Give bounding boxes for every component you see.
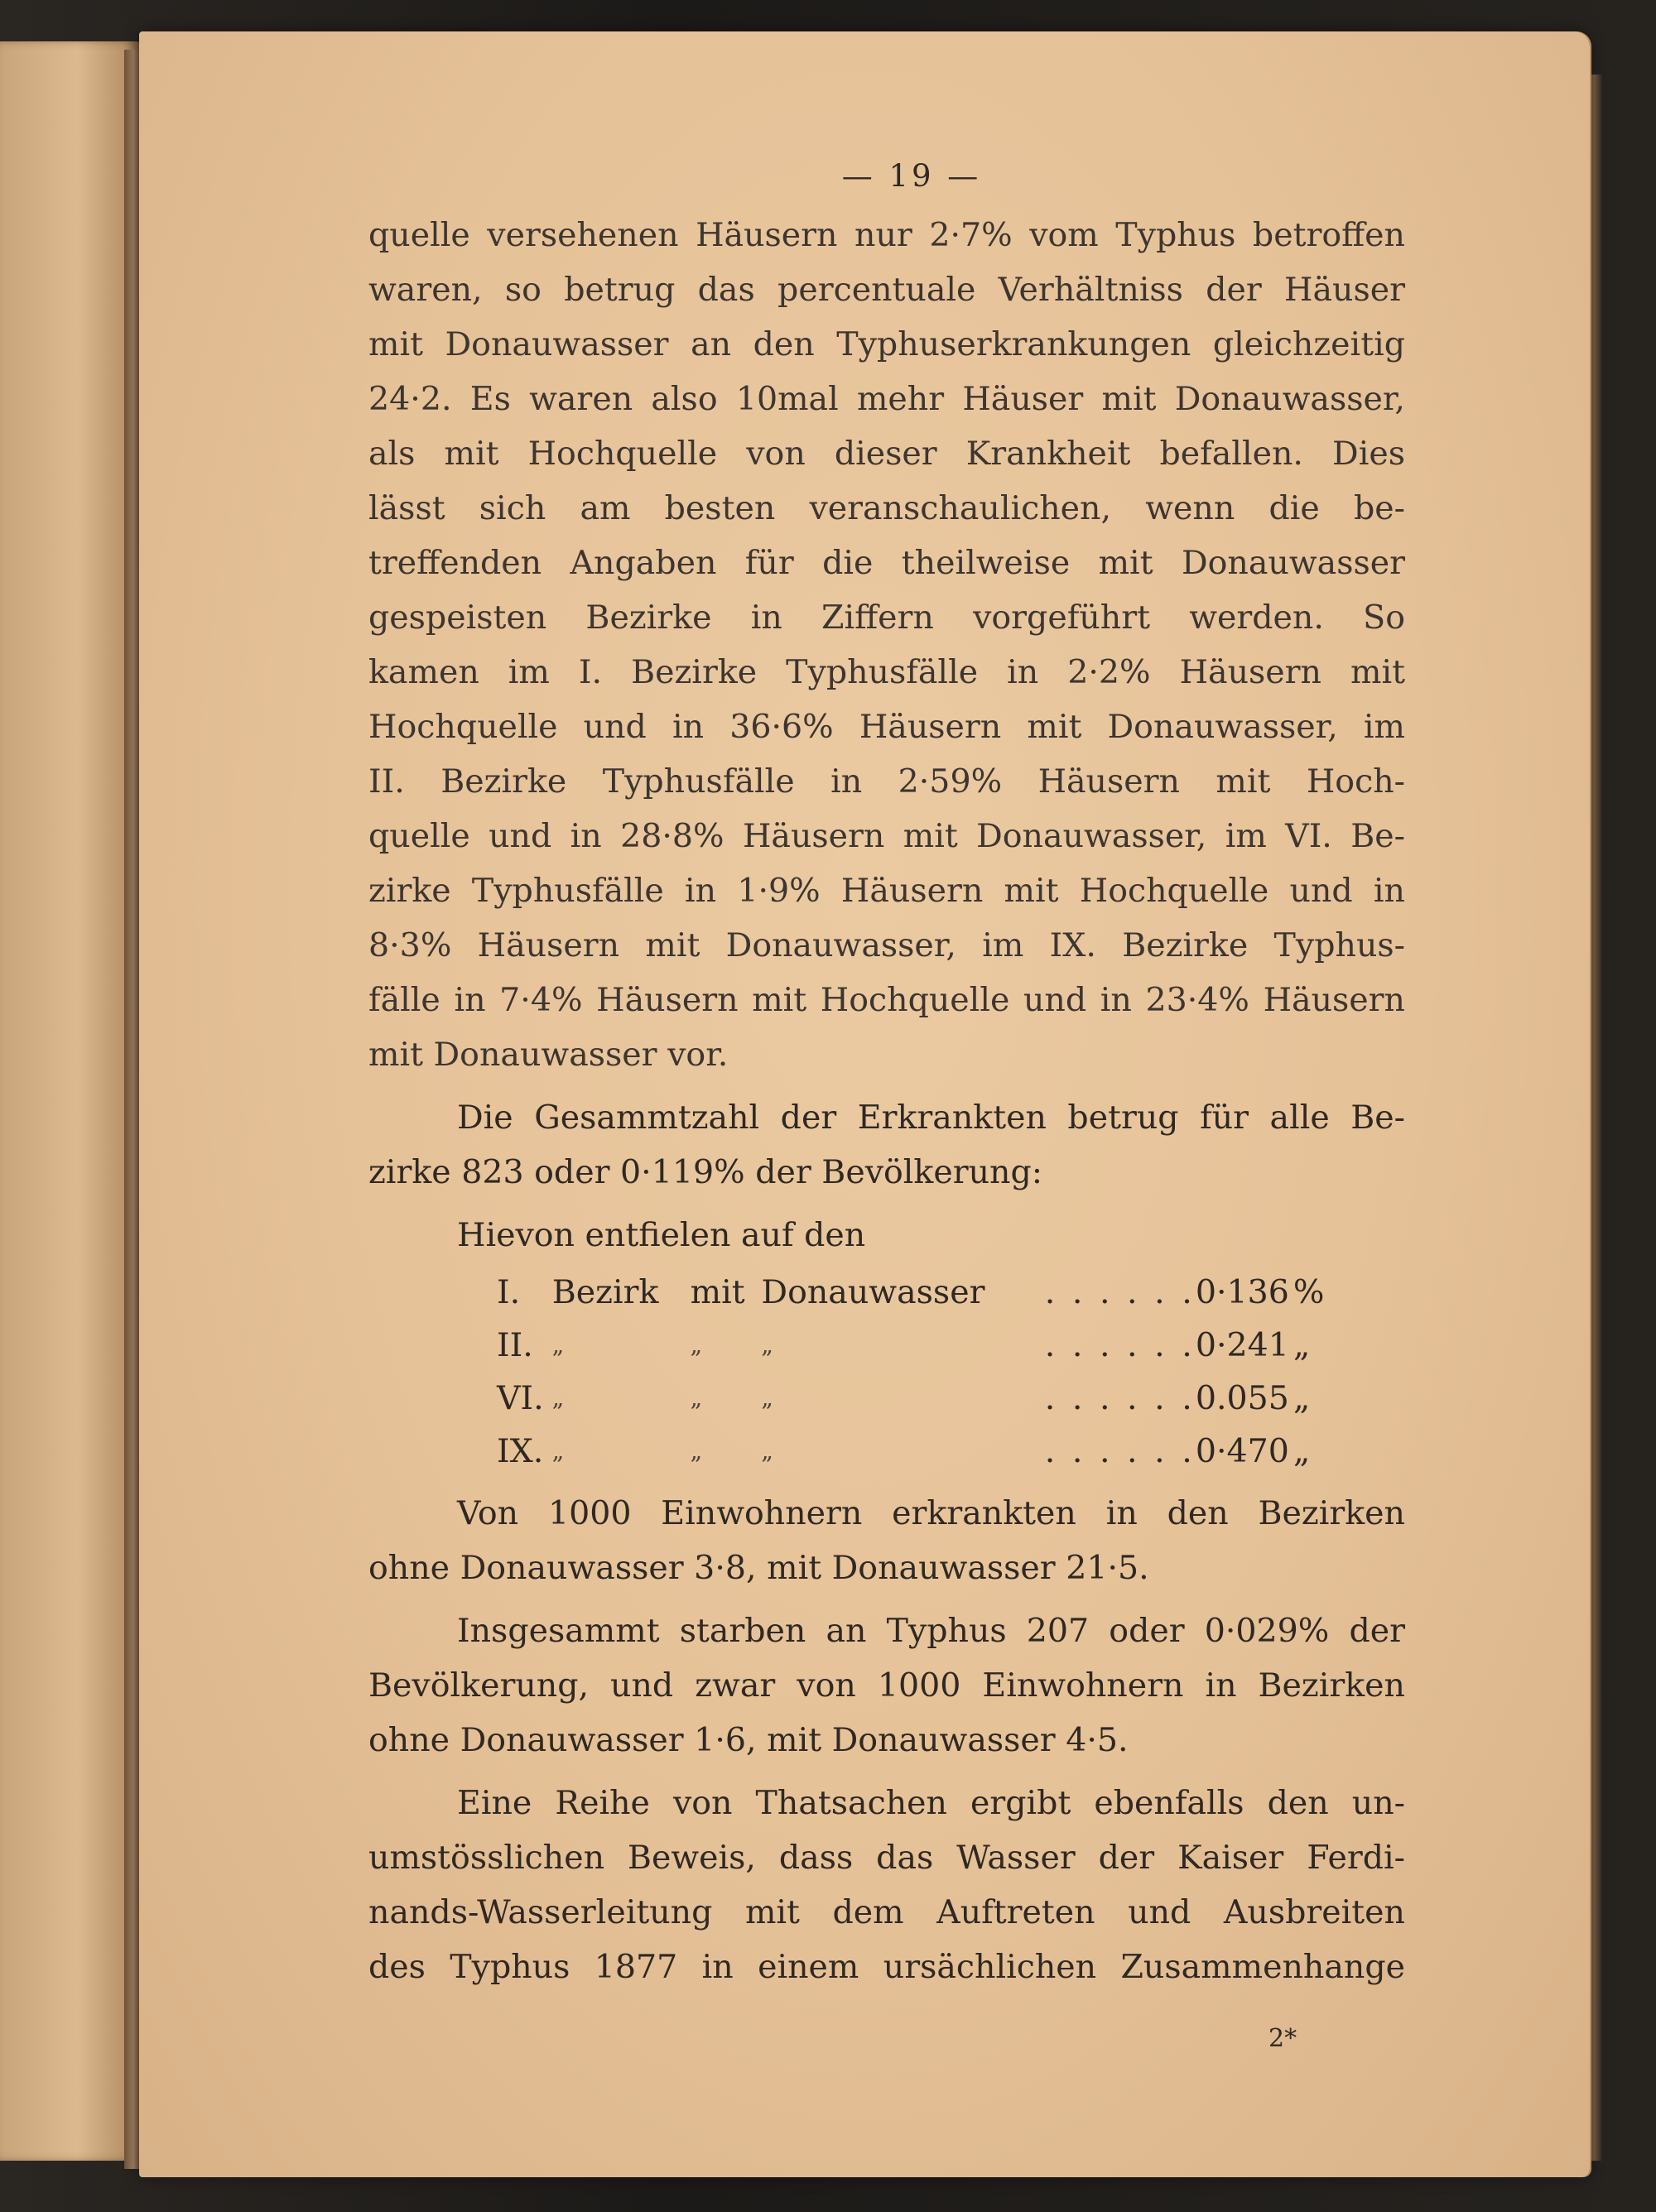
- paragraph-2: [368, 1090, 1405, 1200]
- text-line: Bevölkerung, und zwar von 1000 Einwohnern in Bezirken: [368, 1666, 1405, 1705]
- text-line: gespeisten Bezirke in Ziffern vorgeführt werden. So: [368, 599, 1405, 637]
- text-line: umstösslichen Beweis, dass das Wasser der Kaiser Ferdi-: [368, 1839, 1405, 1877]
- text-line: quelle versehenen Häusern nur 2·7% vom Typhus betroffen: [368, 216, 1405, 254]
- table-row: [497, 1319, 1325, 1372]
- leader-dots: . . . . . .: [1044, 1379, 1196, 1417]
- text-line: fälle in 7·4% Häusern mit Hochquelle und in 23·4% Häusern: [368, 981, 1405, 1019]
- ditto-mark: „: [761, 1331, 773, 1358]
- row-label: VI.: [497, 1379, 544, 1417]
- table-row: [497, 1425, 1325, 1478]
- ditto-mark: „: [690, 1384, 703, 1411]
- row-label: II.: [497, 1326, 533, 1364]
- text-line: ohne Donauwasser 1·6, mit Donauwasser 4·5.: [368, 1721, 1129, 1759]
- row-unit: „: [1293, 1326, 1311, 1364]
- row-value: 0·241: [1195, 1326, 1289, 1364]
- text-line: mit Donauwasser an den Typhuserkrankungen gleichzeitig: [368, 325, 1405, 363]
- row-value: 0·470: [1195, 1432, 1289, 1470]
- text-line: treffenden Angaben für die theilweise mit Donauwasser: [368, 544, 1405, 582]
- paragraph-3: [368, 1208, 1405, 1262]
- district-table: [497, 1266, 1325, 1478]
- text-line: 24·2. Es waren also 10mal mehr Häuser mit Donauwasser,: [368, 380, 1405, 418]
- paragraph-4: [368, 1486, 1405, 1595]
- ditto-mark: „: [690, 1331, 703, 1358]
- text-line: als mit Hochquelle von dieser Krankheit befallen. Dies: [368, 435, 1405, 473]
- paragraph-6: [368, 1776, 1405, 1994]
- text-line: nands-Wasserleitung mit dem Auftreten und Ausbreiten: [368, 1893, 1405, 1931]
- ditto-mark: „: [761, 1384, 773, 1411]
- table-row: [497, 1266, 1325, 1319]
- leader-dots: . . . . . .: [1044, 1273, 1196, 1311]
- page-number: — 19 —: [841, 158, 982, 194]
- paragraph-1: [368, 208, 1405, 1082]
- paragraph-5: [368, 1604, 1405, 1767]
- text-line: ohne Donauwasser 3·8, mit Donauwasser 21·5.: [368, 1549, 1149, 1587]
- text-line: Hochquelle und in 36·6% Häusern mit Donauwasser, im: [368, 708, 1405, 746]
- row-value: 0.055: [1195, 1379, 1289, 1417]
- text-line: Insgesammt starben an Typhus 207 oder 0·029% der: [457, 1612, 1405, 1650]
- text-line: kamen im I. Bezirke Typhusfälle in 2·2% Häusern mit: [368, 653, 1405, 691]
- text-line: quelle und in 28·8% Häusern mit Donauwasser, im VI. Be-: [368, 817, 1405, 855]
- table-row: [497, 1372, 1325, 1425]
- text-line: des Typhus 1877 in einem ursächlichen Zusammenhange: [368, 1948, 1405, 1986]
- row-label: I.: [497, 1273, 521, 1311]
- row-word: Donauwasser: [761, 1273, 985, 1311]
- row-word: Bezirk: [551, 1273, 659, 1311]
- leader-dots: . . . . . .: [1044, 1326, 1196, 1364]
- ditto-mark: „: [551, 1331, 565, 1358]
- ditto-mark: „: [761, 1437, 773, 1464]
- leader-dots: . . . . . .: [1044, 1432, 1196, 1470]
- ditto-mark: „: [690, 1437, 703, 1464]
- text-line: Die Gesammtzahl der Erkrankten betrug für alle Be-: [457, 1099, 1405, 1137]
- row-label: IX.: [497, 1432, 544, 1470]
- row-word: mit: [690, 1273, 745, 1311]
- signature-mark: 2*: [1268, 2024, 1297, 2053]
- ditto-mark: „: [551, 1384, 565, 1411]
- row-unit: „: [1293, 1432, 1311, 1470]
- text-line: mit Donauwasser vor.: [368, 1036, 729, 1074]
- text-line: 8·3% Häusern mit Donauwasser, im IX. Bezirke Typhus-: [368, 926, 1405, 964]
- ditto-mark: „: [551, 1437, 565, 1464]
- text-line: lässt sich am besten veranschaulichen, wenn die be-: [368, 489, 1405, 527]
- row-unit: „: [1293, 1379, 1311, 1417]
- row-unit: %: [1293, 1273, 1325, 1311]
- text-line: II. Bezirke Typhusfälle in 2·59% Häusern mit Hoch-: [368, 762, 1405, 801]
- previous-page-edge: [0, 41, 141, 2161]
- text-line: Eine Reihe von Thatsachen ergibt ebenfalls den un-: [457, 1784, 1405, 1822]
- text-line: Hievon entfielen auf den: [457, 1216, 866, 1254]
- text-line: Von 1000 Einwohnern erkrankten in den Bezirken: [457, 1494, 1405, 1532]
- text-line: zirke Typhusfälle in 1·9% Häusern mit Hochquelle und in: [368, 872, 1405, 910]
- page-content: [368, 153, 1405, 1994]
- row-value: 0·136: [1195, 1273, 1289, 1311]
- text-line: zirke 823 oder 0·119% der Bevölkerung:: [368, 1153, 1043, 1191]
- text-line: waren, so betrug das percentuale Verhältniss der Häuser: [368, 271, 1405, 309]
